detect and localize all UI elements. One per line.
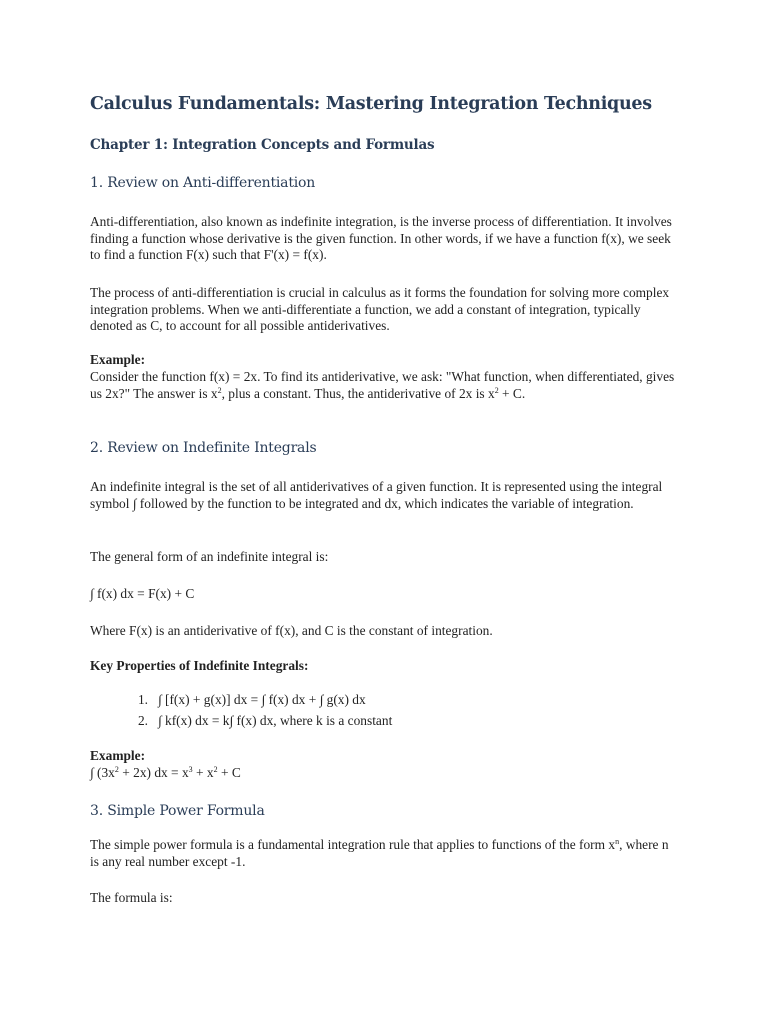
section-heading-indefinite-integrals: 2. Review on Indefinite Integrals bbox=[90, 440, 317, 456]
section3-paragraph-1: The simple power formula is a fundamental integration rule that applies to functions of the form $x^n$, where n is any real number except -1. bbox=[90, 837, 669, 869]
list-item bbox=[90, 689, 392, 710]
section3-paragraph-2: The formula is: bbox=[90, 890, 173, 905]
section1-example-label: Example: bbox=[90, 352, 146, 367]
section2-example-formula: ∫ $(3x^2 + 2x)$ dx = $x^3 + x^2 + C$ bbox=[90, 765, 241, 780]
section2-paragraph-3: Where F(x) is an antiderivative of f(x), and C is the constant of integration. bbox=[90, 623, 493, 638]
section-heading-simple-power-formula: 3. Simple Power Formula bbox=[90, 803, 265, 819]
list-item-number: 1. bbox=[137, 692, 148, 707]
list-item-number: 2. bbox=[137, 713, 148, 728]
list-item bbox=[90, 710, 392, 731]
document-title: Calculus Fundamentals: Mastering Integration Techniques bbox=[90, 94, 652, 114]
section-heading-anti-differentiation: 1. Review on Anti-differentiation bbox=[90, 175, 316, 191]
section2-example-label: Example: bbox=[90, 748, 146, 763]
section1-paragraph-2: The process of anti-differentiation is crucial in calculus as it forms the foundation for solving more complex integration problems. When we anti-differentiate a function, we add a constant of integration, typically denoted as C, to account for all possible antiderivatives. bbox=[90, 285, 670, 333]
section1-paragraph-1: Anti-differentiation, also known as indefinite integration, is the inverse process of differentiation. It involves finding a function whose derivative is the given function. In other words, if we have a function f(x), we seek to find a function F(x) such that F'(x) = f(x). bbox=[90, 214, 672, 262]
chapter-heading: Chapter 1: Integration Concepts and Formulas bbox=[90, 137, 435, 153]
section2-paragraph-1: An indefinite integral is the set of all antiderivatives of a given function. It is represented using the integral symbol ∫ followed by the function to be integrated and dx, which indicates the variable of integration. bbox=[90, 479, 663, 511]
properties-list bbox=[90, 689, 392, 731]
document-page bbox=[90, 92, 680, 905]
section2-paragraph-2: The general form of an indefinite integral is: bbox=[90, 549, 329, 564]
properties-label: Key Properties of Indefinite Integrals: bbox=[90, 658, 309, 673]
general-form-formula: ∫ f(x) dx = F(x) + C bbox=[90, 586, 195, 601]
list-item-text: ∫ [f(x) + g(x)] dx = ∫ f(x) dx + ∫ g(x) dx bbox=[158, 692, 366, 707]
list-item-text: ∫ kf(x) dx = k∫ f(x) dx, where k is a constant bbox=[158, 713, 393, 728]
section1-example-text: Consider the function f(x) = 2x. To find its antiderivative, we ask: "What function, when differentiated, gives us 2x?" The answer is $x^2$, plus a constant. Thus, the antiderivative of 2x is $x^2 + C$. bbox=[90, 369, 675, 401]
